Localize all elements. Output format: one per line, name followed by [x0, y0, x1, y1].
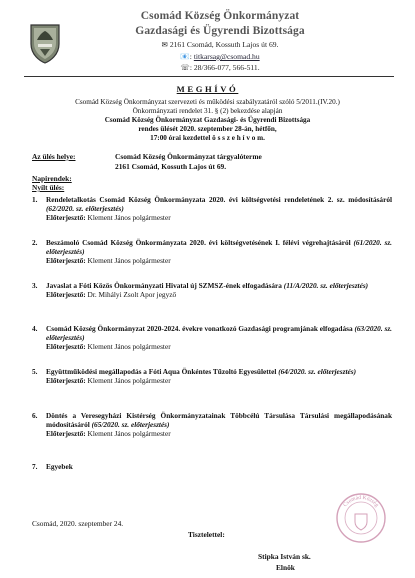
- agenda-item-number: 3.: [32, 281, 38, 290]
- agenda-item: [32, 195, 392, 223]
- agenda-item-number: 1.: [32, 195, 38, 204]
- agenda-item: [32, 462, 392, 471]
- agenda-item: [32, 411, 392, 439]
- agenda-item-ref: (65/2020. sz. előterjesztés): [91, 420, 170, 430]
- agenda-item-presenter: Klement János polgármester: [87, 342, 171, 352]
- official-stamp: [335, 492, 387, 544]
- document-heading: MEGHÍVÓ: [176, 84, 239, 94]
- mail-icon: 📧:: [180, 52, 192, 61]
- email-link[interactable]: titkarsag@csomad.hu: [193, 52, 260, 61]
- agenda-item: [32, 324, 392, 352]
- phone-icon: ☏:: [180, 63, 192, 72]
- address-line: [40, 40, 400, 49]
- signer-name: Stipka István sk.: [258, 552, 311, 561]
- stamp-text: Csomád Község: [342, 494, 380, 509]
- phone-line: [40, 63, 400, 72]
- venue-label: Az ülés helye:: [32, 152, 76, 161]
- open-session-label: Nyílt ülés:: [32, 183, 65, 192]
- agenda-item-title: Beszámoló Csomád Község Önkormányzata 2020. évi költségvetésének I. félévi végrehajtásáról: [46, 238, 351, 247]
- header-divider: [24, 76, 394, 77]
- agenda-item-title: Egyebek: [46, 462, 73, 471]
- venue-line-1: Csomád Község Önkormányzat tárgyalóterme: [115, 152, 262, 161]
- presenter-label: Előterjesztő:: [46, 342, 86, 352]
- presenter-label: Előterjesztő:: [46, 256, 86, 266]
- agenda-item-presenter: Klement János polgármester: [87, 256, 171, 266]
- agenda-item-ref: (64/2020. sz. előterjesztés): [278, 367, 357, 376]
- agenda-item-presenter: Klement János polgármester: [87, 429, 171, 439]
- agenda-item-ref: (61/2020. sz. előterjesztés): [46, 238, 392, 257]
- agenda-item-presenter: Klement János polgármester: [87, 213, 171, 223]
- intro-line-1: Csomád Község Önkormányzat szervezeti és működési szabályzatáról szóló 5/2011.(IV.20.): [75, 98, 340, 106]
- presenter-label: Előterjesztő:: [46, 429, 86, 439]
- date-line: Csomád, 2020. szeptember 24.: [32, 519, 124, 528]
- presenter-label: Előterjesztő:: [46, 290, 86, 300]
- venue-line-2: 2161 Csomád, Kossuth Lajos út 69.: [115, 162, 227, 171]
- agenda-label: Napirendek:: [32, 174, 72, 183]
- agenda-item-presenter: Dr. Mihályi Zsolt Apor jegyző: [87, 290, 177, 300]
- presenter-label: Előterjesztő:: [46, 213, 86, 223]
- closing-greeting: Tisztelettel:: [188, 530, 225, 539]
- intro-line-4: rendes ülését 2020. szeptember 28-án, hétfőn,: [138, 125, 277, 133]
- agenda-item: [32, 281, 392, 299]
- agenda-item-presenter: Klement János polgármester: [87, 376, 171, 386]
- org-name: Csomád Község Önkormányzat: [140, 10, 300, 22]
- agenda-item: [32, 238, 392, 266]
- agenda-item-title: Döntés a Veresegyházi Kistérség Önkormányzatainak Többcélú Társulása Társulási megállapodásának módosításáról: [46, 411, 392, 430]
- agenda-item-title: Együttműködési megállapodás a Fóti Aqua Önkéntes Tűzoltó Egyesülettel: [46, 367, 277, 376]
- agenda-item-title: Csomád Község Önkormányzat 2020-2024. évekre vonatkozó Gazdasági programjának elfogadása: [46, 324, 353, 333]
- agenda-item-number: 4.: [32, 324, 38, 333]
- agenda-item-number: 7.: [32, 462, 38, 471]
- agenda-item: [32, 367, 392, 385]
- agenda-item-number: 6.: [32, 411, 38, 420]
- agenda-item-title: Javaslat a Fóti Közös Önkormányzati Hivatal új SZMSZ-ének elfogadására: [46, 281, 282, 290]
- agenda-item-number: 2.: [32, 238, 38, 247]
- agenda-item-ref: (62/2020. sz. előterjesztés): [46, 204, 124, 214]
- phone-text: 28/366-077, 566-511.: [193, 63, 260, 72]
- envelope-icon: ✉: [161, 40, 168, 49]
- email-line: [40, 52, 400, 61]
- presenter-label: Előterjesztő:: [46, 376, 86, 386]
- signer-title: Elnök: [276, 563, 295, 572]
- address-text: 2161 Csomád, Kossuth Lajos út 69.: [169, 40, 279, 49]
- committee-name: Gazdasági és Ügyrendi Bizottsága: [135, 25, 305, 37]
- intro-line-5: 17:00 órai kezdettel ö s s z e h í v o m.: [150, 134, 265, 142]
- agenda-item-ref: (63/2020. sz. előterjesztés): [46, 324, 392, 343]
- intro-line-3: Csomád Község Önkormányzat Gazdasági- és Ügyrendi Bizottsága: [104, 116, 311, 124]
- intro-line-2: Önkormányzati rendelet 31. § (2) bekezdése alapján: [132, 107, 283, 115]
- agenda-item-number: 5.: [32, 367, 38, 376]
- agenda-item-ref: (11/A/2020. sz. előterjesztés): [283, 281, 369, 290]
- agenda-item-title: Rendeletalkotás Csomád Község Önkormányzata 2020. évi költségvetési rendeletének 2. sz. módosításáról: [46, 195, 392, 204]
